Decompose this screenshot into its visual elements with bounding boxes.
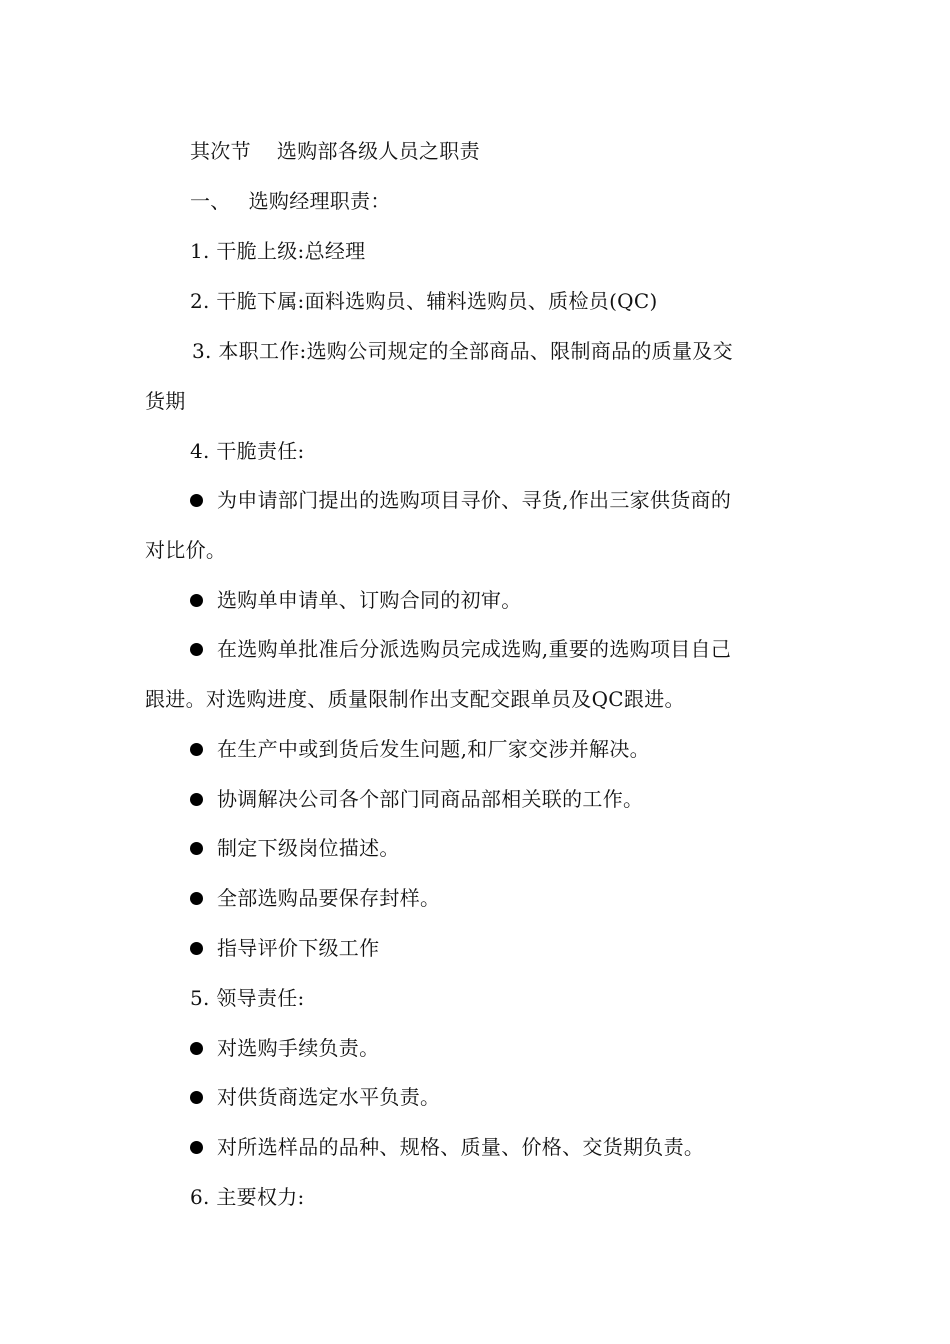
leadership-heading: 5. 领导责任:	[190, 986, 305, 1010]
subsection-heading	[190, 189, 815, 213]
bullet-icon	[190, 594, 203, 607]
section-label: 其次节	[190, 139, 251, 163]
list-item	[190, 1036, 815, 1060]
bullet-icon	[190, 842, 203, 855]
section-heading	[190, 139, 815, 163]
list-item-text: 对选购手续负责。	[217, 1036, 380, 1060]
list-item-text: 对供货商选定水平负责。	[217, 1085, 441, 1109]
bullet-icon	[190, 1042, 203, 1055]
subsection-number: 一、	[190, 189, 231, 213]
bullet-icon	[190, 743, 203, 756]
subsection-title: 选购经理职责：	[248, 189, 391, 213]
item-direct-responsibility: 4. 干脆责任:	[190, 439, 305, 463]
item-main-duty: 3. 本职工作:选购公司规定的全部商品、限制商品的质量及交	[192, 339, 733, 363]
section-title: 选购部各级人员之职责	[276, 139, 480, 163]
item-direct-subordinates: 2. 干脆下属:面料选购员、辅料选购员、质检员(QC)	[190, 289, 658, 313]
bullet-icon	[190, 494, 203, 507]
bullet-icon	[190, 1091, 203, 1104]
powers-heading: 6. 主要权力:	[190, 1185, 305, 1209]
item-direct-superior: 1. 干脆上级:总经理	[190, 239, 366, 263]
list-item	[190, 787, 815, 811]
list-item	[190, 737, 815, 761]
list-item-text: 指导评价下级工作	[217, 936, 380, 960]
bullet-icon	[190, 942, 203, 955]
bullet-icon	[190, 1141, 203, 1154]
list-item-continuation: 对比价。	[145, 538, 227, 562]
list-item	[190, 637, 815, 661]
bullet-icon	[190, 643, 203, 656]
list-item-text: 为申请部门提出的选购项目寻价、寻货,作出三家供货商的	[217, 488, 732, 512]
list-item-text: 在选购单批准后分派选购员完成选购,重要的选购项目自己	[217, 637, 732, 661]
list-item	[190, 936, 815, 960]
list-item	[190, 1135, 815, 1159]
list-item	[190, 836, 815, 860]
bullet-icon	[190, 793, 203, 806]
list-item-text: 对所选样品的品种、规格、质量、价格、交货期负责。	[217, 1135, 705, 1159]
list-item-text: 选购单申请单、订购合同的初审。	[217, 588, 522, 612]
list-item-continuation: 跟进。对选购进度、质量限制作出支配交跟单员及QC跟进。	[145, 687, 685, 711]
list-item	[190, 886, 815, 910]
list-item-text: 全部选购品要保存封样。	[217, 886, 441, 910]
list-item-text: 协调解决公司各个部门同商品部相关联的工作。	[217, 787, 644, 811]
list-item	[190, 1085, 815, 1109]
list-item-text: 制定下级岗位描述。	[217, 836, 400, 860]
item-main-duty-continuation: 货期	[145, 389, 186, 413]
list-item	[190, 588, 815, 612]
list-item	[190, 488, 815, 512]
list-item-text: 在生产中或到货后发生问题,和厂家交涉并解决。	[217, 737, 650, 761]
bullet-icon	[190, 892, 203, 905]
